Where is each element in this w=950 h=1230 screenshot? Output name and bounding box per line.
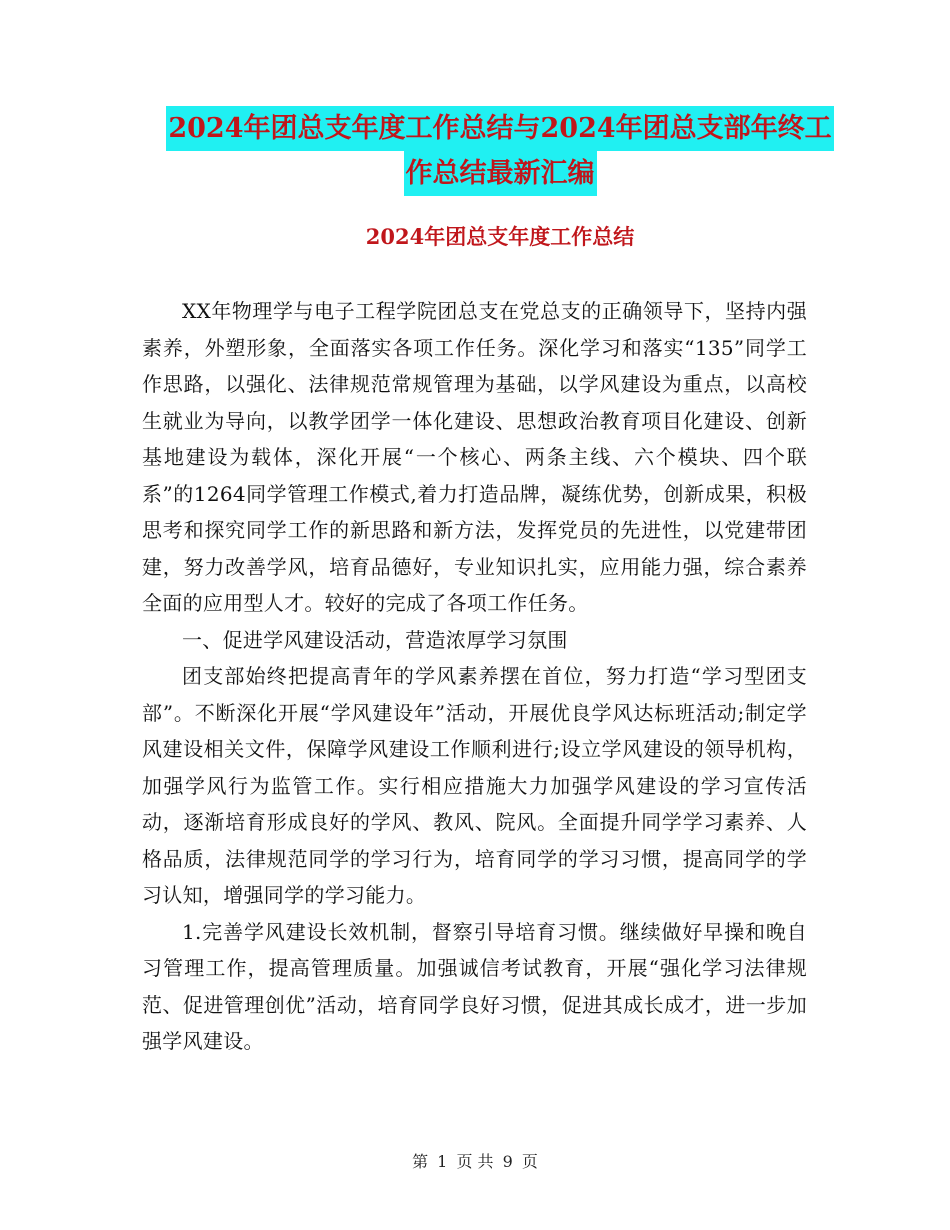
paragraph-intro: XX年物理学与电子工程学院团总支在党总支的正确领导下，坚持内强素养，外塑形象，全面落实各项工作任务。深化学习和落实“135”同学工作思路，以强化、法律规范常规管理为基础，以学风建设为重点，以高校生就业为导向，以教学团学一体化建设、思想政治教育项目化建设、创新基地建设为载体，深化开展“一个核心、两条主线、六个模块、四个联系”的1264同学管理工作模式,着力打造品牌，凝练优势，创新成果，积极思考和探究同学工作的新思路和新方法，发挥党员的先进性，以党建带团建，努力改善学风，培育品德好，专业知识扎实，应用能力强，综合素养全面的应用型人才。较好的完成了各项工作任务。: [142, 299, 807, 615]
section-subtitle: 2024年团总支年度工作总结: [365, 224, 635, 249]
footer-suffix: 页: [521, 1152, 538, 1171]
footer-prefix: 第: [412, 1152, 429, 1171]
title-line-2: 作总结最新汇编: [404, 151, 597, 196]
paragraph-heading-one: 一、促进学风建设活动，营造浓厚学习氛围: [182, 627, 568, 652]
document-body: [142, 293, 807, 1060]
page-footer: [0, 1150, 950, 1174]
paragraph-item-one: 1.完善学风建设长效机制，督察引导培育习惯。继续做好早操和晚自习管理工作，提高管理质量。加强诚信考试教育，开展“强化学习法律规范、促进管理创优”活动，培育同学良好习惯，促进其成长成才，进一步加强学风建设。: [142, 919, 807, 1053]
footer-total-pages: 9: [502, 1152, 513, 1171]
paragraph-study-style: 团支部始终把提高青年的学风素养摆在首位，努力打造“学习型团支部”。不断深化开展“学风建设年”活动，开展优良学风达标班活动;制定学风建设相关文件，保障学风建设工作顺利进行;设立学风建设的领导机构，加强学风行为监管工作。实行相应措施大力加强学风建设的学习宣传活动，逐渐培育形成良好的学风、教风、院风。全面提升同学学习素养、人格品质，法律规范同学的学习行为，培育同学的学习习惯，提高同学的学习认知，增强同学的学习能力。: [142, 664, 807, 907]
title-line-1: 2024年团总支年度工作总结与2024年团总支部年终工: [166, 106, 833, 151]
footer-page-number: 1: [437, 1152, 448, 1171]
document-title: [140, 106, 860, 196]
footer-middle: 页 共: [456, 1152, 494, 1171]
